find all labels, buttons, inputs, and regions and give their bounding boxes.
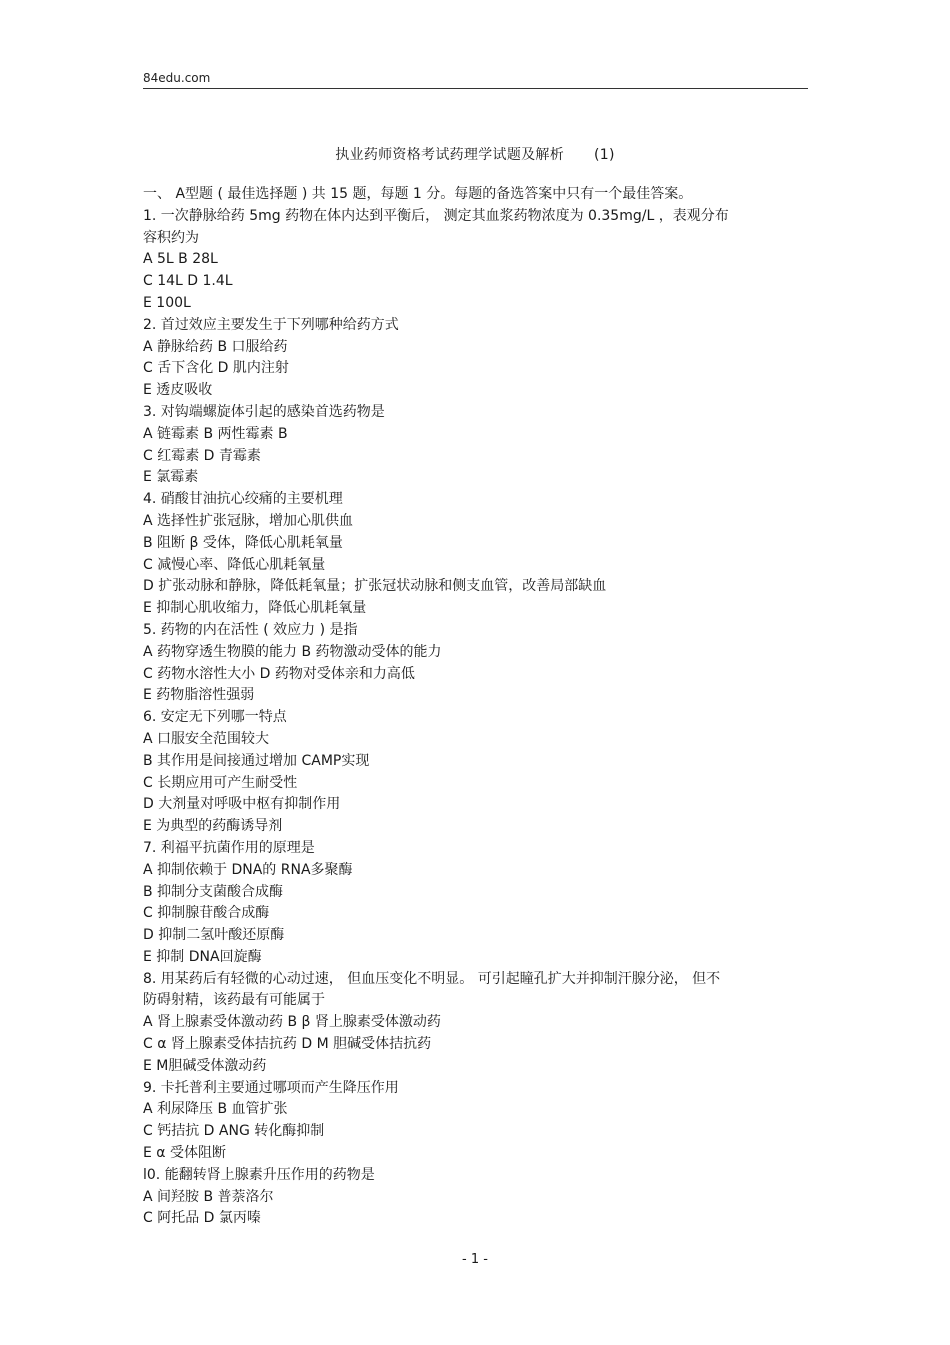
text-line: 8. 用某药后有轻微的心动过速， 但血压变化不明显。 可引起瞳孔扩大并抑制汗腺分泌， 但不 xyxy=(143,970,721,987)
text-line: E 药物脂溶性强弱 xyxy=(143,687,255,704)
text-line: E 透皮吸收 xyxy=(143,382,213,399)
text-line: A 肾上腺素受体激动药 B β 肾上腺素受体激动药 xyxy=(143,1014,441,1031)
text-line: A 间羟胺 B 普萘洛尔 xyxy=(143,1188,274,1205)
text-line: 5. 药物的内在活性 ( 效应力 ) 是指 xyxy=(143,621,358,638)
text-line: E 抑制 DNA回旋酶 xyxy=(143,948,262,965)
text-line: 1. 一次静脉给药 5mg 药物在体内达到平衡后， 测定其血浆药物浓度为 0.35mg/L ，表观分布 xyxy=(143,207,729,224)
text-line: 容积约为 xyxy=(143,229,199,246)
text-line: E 抑制心肌收缩力，降低心肌耗氧量 xyxy=(143,600,367,617)
text-line: C 红霉素 D 青霉素 xyxy=(143,447,261,464)
text-line: C 长期应用可产生耐受性 xyxy=(143,774,298,791)
text-line: E 氯霉素 xyxy=(143,469,199,486)
text-line: C α 肾上腺素受体拮抗药 D M 胆碱受体拮抗药 xyxy=(143,1036,432,1053)
text-line: B 抑制分支菌酸合成酶 xyxy=(143,883,284,900)
text-line: C 舌下含化 D 肌内注射 xyxy=(143,360,289,377)
text-line: A 5L B 28L xyxy=(143,251,218,268)
text-line: D 扩张动脉和静脉，降低耗氧量；扩张冠状动脉和侧支血管，改善局部缺血 xyxy=(143,578,607,595)
document-title-number: (1) xyxy=(594,147,615,163)
text-line: A 静脉给药 B 口服给药 xyxy=(143,338,288,355)
text-line: A 药物穿透生物膜的能力 B 药物激动受体的能力 xyxy=(143,643,442,660)
text-line: B 阻断 β 受体，降低心肌耗氧量 xyxy=(143,534,343,551)
text-line: 7. 利福平抗菌作用的原理是 xyxy=(143,839,315,856)
document-body xyxy=(143,184,808,1230)
text-line: E α 受体阻断 xyxy=(143,1145,226,1162)
text-line: 9. 卡托普利主要通过哪项而产生降压作用 xyxy=(143,1079,399,1096)
header-divider xyxy=(143,88,808,89)
text-line: D 抑制二氢叶酸还原酶 xyxy=(143,927,285,944)
text-line: 6. 安定无下列哪一特点 xyxy=(143,709,287,726)
text-line: E M胆碱受体激动药 xyxy=(143,1057,267,1074)
text-line: E 为典型的药酶诱导剂 xyxy=(143,818,283,835)
text-line: C 14L D 1.4L xyxy=(143,273,233,290)
text-line: C 抑制腺苷酸合成酶 xyxy=(143,905,270,922)
text-line: A 利尿降压 B 血管扩张 xyxy=(143,1101,288,1118)
text-line: C 阿托品 D 氯丙嗪 xyxy=(143,1210,261,1227)
text-line: 防碍射精，该药最有可能属于 xyxy=(143,992,325,1009)
text-line: 4. 硝酸甘油抗心绞痛的主要机理 xyxy=(143,491,343,508)
text-line: E 100L xyxy=(143,294,191,311)
text-line: C 钙拮抗 D ANG 转化酶抑制 xyxy=(143,1123,325,1140)
text-line: 一、 A型题 ( 最佳选择题 ) 共 15 题，每题 1 分。每题的备选答案中只有一个最佳答案。 xyxy=(143,186,693,202)
text-line: l0. 能翻转肾上腺素升压作用的药物是 xyxy=(143,1166,375,1183)
text-line: 2. 首过效应主要发生于下列哪种给药方式 xyxy=(143,316,399,333)
text-line: A 口服安全范围较大 xyxy=(143,730,270,747)
text-line: D 大剂量对呼吸中枢有抑制作用 xyxy=(143,796,341,813)
text-line: 3. 对钩端螺旋体引起的感染首选药物是 xyxy=(143,403,385,420)
page-number: - 1 - xyxy=(462,1252,488,1267)
text-line: C 减慢心率、降低心肌耗氧量 xyxy=(143,556,326,573)
site-header: 84edu.com xyxy=(143,71,211,85)
text-line: A 链霉素 B 两性霉素 B xyxy=(143,425,288,442)
text-line: A 抑制依赖于 DNA的 RNA多聚酶 xyxy=(143,861,353,878)
text-line: B 其作用是间接通过增加 CAMP实现 xyxy=(143,752,370,769)
text-line: C 药物水溶性大小 D 药物对受体亲和力高低 xyxy=(143,665,415,682)
document-title-text: 执业药师资格考试药理学试题及解析 xyxy=(335,147,565,163)
document-title xyxy=(0,144,950,164)
text-line: A 选择性扩张冠脉，增加心肌供血 xyxy=(143,512,354,529)
